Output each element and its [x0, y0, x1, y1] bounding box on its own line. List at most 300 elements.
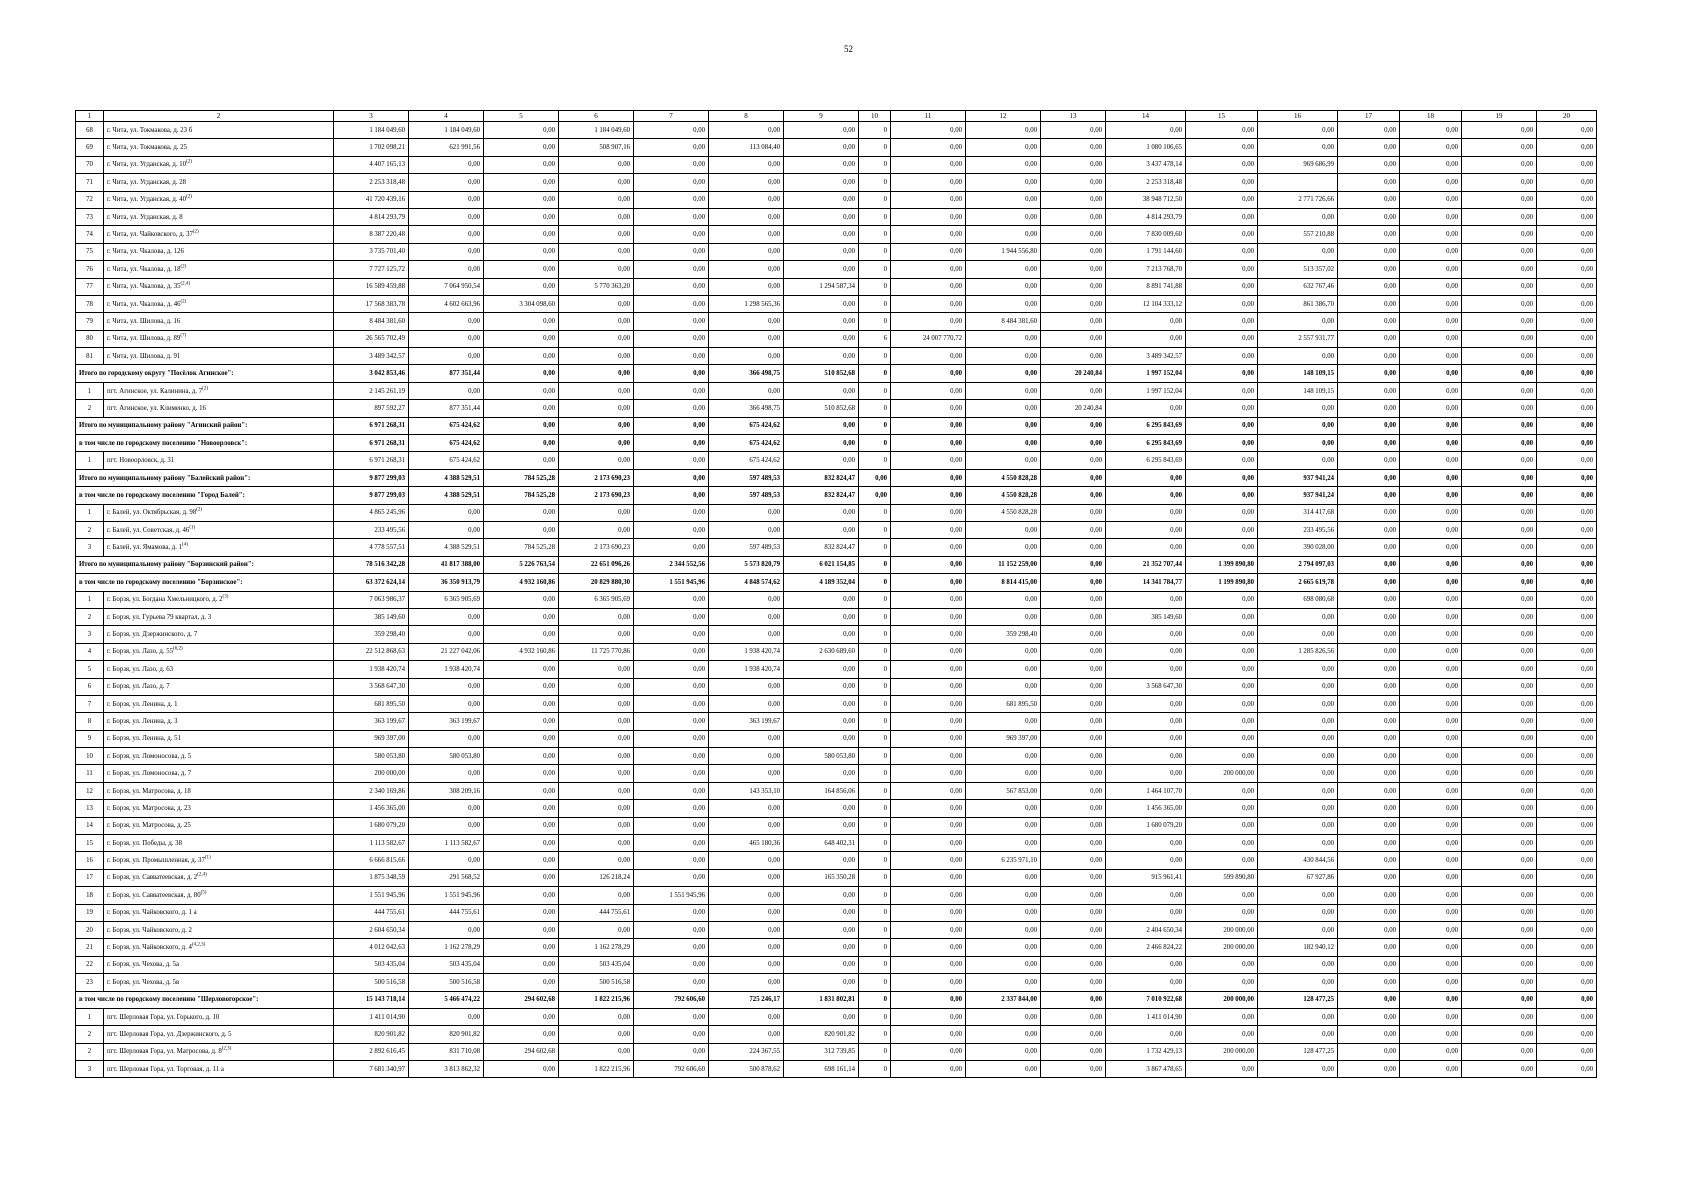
- value-cell: 0,00: [966, 452, 1041, 469]
- address-cell: [104, 313, 334, 330]
- value-cell: 0,00: [1338, 835, 1400, 852]
- value-cell: 675 424,62: [409, 452, 484, 469]
- value-cell: 0,00: [1186, 348, 1258, 365]
- value-cell: 0,00: [634, 695, 709, 712]
- value-cell: 0,00: [1258, 730, 1338, 747]
- value-cell: 0,00: [1258, 1008, 1338, 1025]
- address-text: г. Борзя, ул. Богдана Хмельницкого, д. 2: [107, 596, 223, 604]
- table-row: [76, 1043, 1597, 1060]
- value-cell: 580 053,80: [784, 748, 859, 765]
- value-cell: 0: [859, 365, 891, 382]
- value-cell: 0,00: [966, 156, 1041, 173]
- value-cell: 0,00: [891, 452, 966, 469]
- value-cell: 0: [859, 713, 891, 730]
- value-cell: 1 875 348,59: [334, 869, 409, 886]
- value-cell: 0,00: [784, 695, 859, 712]
- value-cell: 0: [859, 782, 891, 799]
- row-number: 10: [76, 748, 104, 765]
- value-cell: 294 602,68: [484, 991, 559, 1008]
- value-cell: 200 000,00: [334, 765, 409, 782]
- value-cell: 0,00: [1041, 174, 1106, 191]
- subtotal-label: в том числе по городскому поселению "Новоорловск":: [76, 435, 334, 452]
- value-cell: 0,00: [891, 800, 966, 817]
- value-cell: 0,00: [484, 904, 559, 921]
- value-cell: 969 686,99: [1258, 156, 1338, 173]
- value-cell: 0,00: [966, 887, 1041, 904]
- value-cell: 6 365 905,69: [559, 591, 634, 608]
- value-cell: 0,00: [634, 139, 709, 156]
- value-cell: 0,00: [484, 365, 559, 382]
- value-cell: 128 477,25: [1258, 991, 1338, 1008]
- value-cell: 0,00: [1041, 643, 1106, 660]
- value-cell: 0,00: [1338, 730, 1400, 747]
- value-cell: 0,00: [891, 904, 966, 921]
- address-text: пгт. Агинское, ул. Клименко, д. 16: [107, 404, 206, 412]
- value-cell: 41 720 439,16: [334, 191, 409, 208]
- value-cell: 1 456 365,00: [1106, 800, 1186, 817]
- value-cell: 510 852,68: [784, 400, 859, 417]
- value-cell: 597 489,53: [709, 539, 784, 556]
- value-cell: 0,00: [409, 208, 484, 225]
- value-cell: 0,00: [891, 1026, 966, 1043]
- value-cell: 0,00: [634, 869, 709, 886]
- table-row: [76, 939, 1597, 956]
- value-cell: 0,00: [1462, 365, 1537, 382]
- value-cell: 0,00: [966, 382, 1041, 399]
- value-cell: 0,00: [1537, 1043, 1597, 1060]
- address-text: г. Борзя, ул. Ленина, д. 51: [107, 735, 181, 743]
- value-cell: 5 466 474,22: [409, 991, 484, 1008]
- value-cell: 0,00: [1106, 122, 1186, 139]
- value-cell: 0,00: [1186, 852, 1258, 869]
- value-cell: 0,00: [1462, 226, 1537, 243]
- value-cell: 1 732 429,13: [1106, 1043, 1186, 1060]
- value-cell: 1 944 556,80: [966, 243, 1041, 260]
- value-cell: 0,00: [1462, 313, 1537, 330]
- address-cell: [104, 835, 334, 852]
- value-cell: 2 604 650,34: [334, 921, 409, 938]
- row-number: 79: [76, 313, 104, 330]
- value-cell: 0,00: [966, 539, 1041, 556]
- value-cell: 0,00: [891, 487, 966, 504]
- value-cell: 1 464 107,70: [1106, 782, 1186, 799]
- value-cell: 0,00: [1338, 626, 1400, 643]
- value-cell: 0,00: [634, 974, 709, 991]
- value-cell: 0,00: [1106, 539, 1186, 556]
- row-number: 22: [76, 956, 104, 973]
- value-cell: 0: [859, 939, 891, 956]
- value-cell: 567 853,00: [966, 782, 1041, 799]
- value-cell: 0,00: [1462, 748, 1537, 765]
- row-number: 77: [76, 278, 104, 295]
- value-cell: 4 778 557,51: [334, 539, 409, 556]
- value-cell: 0,00: [1041, 1043, 1106, 1060]
- column-header: 6: [559, 111, 634, 122]
- value-cell: 0,00: [484, 974, 559, 991]
- value-cell: 3 867 478,65: [1106, 1061, 1186, 1078]
- value-cell: 0,00: [634, 452, 709, 469]
- value-cell: 0: [859, 626, 891, 643]
- value-cell: 0,00: [1041, 295, 1106, 312]
- footnote-mark: (2): [186, 160, 192, 166]
- value-cell: 0,00: [1338, 295, 1400, 312]
- value-cell: 0,00: [1400, 835, 1462, 852]
- row-number: 15: [76, 835, 104, 852]
- address-cell: [104, 904, 334, 921]
- value-cell: 0,00: [1338, 122, 1400, 139]
- table-row: [76, 678, 1597, 695]
- value-cell: 0,00: [1106, 330, 1186, 347]
- value-cell: 0,00: [559, 521, 634, 538]
- value-cell: 1 551 945,96: [634, 574, 709, 591]
- value-cell: 0,00: [1462, 643, 1537, 660]
- table-row: [76, 1026, 1597, 1043]
- value-cell: 0,00: [1041, 835, 1106, 852]
- value-cell: 4 814 293,79: [334, 208, 409, 225]
- value-cell: 16 589 459,88: [334, 278, 409, 295]
- value-cell: 0,00: [484, 1026, 559, 1043]
- value-cell: 0,00: [409, 852, 484, 869]
- value-cell: 0,00: [409, 765, 484, 782]
- value-cell: 0,00: [1462, 382, 1537, 399]
- value-cell: 0,00: [1537, 713, 1597, 730]
- value-cell: 580 053,80: [409, 748, 484, 765]
- value-cell: 681 895,50: [966, 695, 1041, 712]
- value-cell: 0,00: [1186, 956, 1258, 973]
- value-cell: 0,00: [1106, 713, 1186, 730]
- value-cell: 0,00: [1338, 226, 1400, 243]
- value-cell: 0,00: [634, 122, 709, 139]
- value-cell: 4 189 352,04: [784, 574, 859, 591]
- value-cell: 0,00: [1186, 382, 1258, 399]
- value-cell: 0,00: [1462, 730, 1537, 747]
- footnote-mark: (2,4): [180, 281, 191, 287]
- table-row: [76, 887, 1597, 904]
- value-cell: 0: [859, 765, 891, 782]
- value-cell: 0,00: [1338, 574, 1400, 591]
- value-cell: 681 895,50: [334, 695, 409, 712]
- value-cell: 832 824,47: [784, 539, 859, 556]
- value-cell: 0,00: [1537, 782, 1597, 799]
- footnote-mark: (4,2,3): [191, 942, 206, 948]
- address-cell: [104, 330, 334, 347]
- value-cell: 0,00: [484, 521, 559, 538]
- value-cell: 0,00: [484, 1008, 559, 1025]
- value-cell: 0,00: [1338, 487, 1400, 504]
- address-cell: [104, 695, 334, 712]
- value-cell: 0,00: [1258, 313, 1338, 330]
- value-cell: 0: [859, 243, 891, 260]
- value-cell: 24 007 770,72: [891, 330, 966, 347]
- value-cell: 6 971 268,31: [334, 452, 409, 469]
- value-cell: 1 938 420,74: [409, 661, 484, 678]
- value-cell: 0,00: [484, 695, 559, 712]
- column-header: 10: [859, 111, 891, 122]
- table-row: [76, 591, 1597, 608]
- value-cell: 0,00: [1462, 1026, 1537, 1043]
- value-cell: [1258, 174, 1338, 191]
- row-number: 2: [76, 608, 104, 625]
- value-cell: 0: [859, 591, 891, 608]
- value-cell: 0,00: [559, 608, 634, 625]
- value-cell: 0,00: [1338, 191, 1400, 208]
- value-cell: 1 399 890,80: [1186, 556, 1258, 573]
- value-cell: 0,00: [1106, 487, 1186, 504]
- value-cell: 632 767,46: [1258, 278, 1338, 295]
- value-cell: 390 028,00: [1258, 539, 1338, 556]
- value-cell: 1 184 049,60: [334, 122, 409, 139]
- value-cell: 314 417,68: [1258, 504, 1338, 521]
- value-cell: 503 435,04: [334, 956, 409, 973]
- value-cell: 2 145 261,19: [334, 382, 409, 399]
- value-cell: 6 235 971,10: [966, 852, 1041, 869]
- footnote-mark: (2,3): [221, 1047, 232, 1053]
- value-cell: 0,00: [1462, 1008, 1537, 1025]
- value-cell: 0,00: [1041, 904, 1106, 921]
- value-cell: 15 143 718,14: [334, 991, 409, 1008]
- value-cell: 6 295 843,69: [1106, 417, 1186, 434]
- value-cell: 897 592,27: [334, 400, 409, 417]
- table-row: [76, 156, 1597, 173]
- value-cell: 0,00: [634, 904, 709, 921]
- value-cell: 4 407 165,13: [334, 156, 409, 173]
- table-row: [76, 765, 1597, 782]
- value-cell: 0,00: [1258, 765, 1338, 782]
- value-cell: 0: [859, 539, 891, 556]
- table-row: [76, 122, 1597, 139]
- value-cell: 0,00: [1537, 974, 1597, 991]
- value-cell: 0,00: [891, 956, 966, 973]
- value-cell: 0,00: [1537, 208, 1597, 225]
- value-cell: 0,00: [1186, 748, 1258, 765]
- value-cell: 0: [859, 643, 891, 660]
- value-cell: 200 000,00: [1186, 921, 1258, 938]
- value-cell: 1 456 365,00: [334, 800, 409, 817]
- value-cell: 0,00: [409, 348, 484, 365]
- address-cell: [104, 869, 334, 886]
- value-cell: 0,00: [1462, 835, 1537, 852]
- value-cell: 832 824,47: [784, 469, 859, 486]
- value-cell: 0,00: [709, 626, 784, 643]
- value-cell: 0,00: [1041, 817, 1106, 834]
- value-cell: 0,00: [409, 695, 484, 712]
- value-cell: 0,00: [891, 1061, 966, 1078]
- value-cell: 0,00: [1400, 748, 1462, 765]
- value-cell: 0,00: [1041, 800, 1106, 817]
- address-cell: [104, 348, 334, 365]
- value-cell: 0,00: [1258, 678, 1338, 695]
- value-cell: 0,00: [1400, 608, 1462, 625]
- value-cell: 0,00: [1338, 365, 1400, 382]
- value-cell: 0,00: [784, 382, 859, 399]
- value-cell: 0,00: [1258, 243, 1338, 260]
- column-header: 15: [1186, 111, 1258, 122]
- footnote-mark: (2): [202, 386, 208, 392]
- address-text: г. Борзя, ул. Ломоносова, д. 7: [107, 770, 192, 778]
- value-cell: 0,00: [891, 748, 966, 765]
- value-cell: 0,00: [1537, 1026, 1597, 1043]
- value-cell: 2 794 097,03: [1258, 556, 1338, 573]
- footnote-mark: (2): [196, 508, 203, 514]
- value-cell: 0,00: [966, 226, 1041, 243]
- value-cell: 0,00: [1186, 435, 1258, 452]
- value-cell: 0,00: [891, 556, 966, 573]
- value-cell: 0,00: [634, 295, 709, 312]
- row-number: 14: [76, 817, 104, 834]
- value-cell: 363 199,67: [709, 713, 784, 730]
- table-row: [76, 139, 1597, 156]
- value-cell: 0,00: [784, 800, 859, 817]
- subtotal-row: [76, 487, 1597, 504]
- value-cell: 0,00: [1537, 504, 1597, 521]
- value-cell: 0,00: [1186, 504, 1258, 521]
- value-cell: 0,00: [1537, 330, 1597, 347]
- value-cell: 0,00: [784, 661, 859, 678]
- value-cell: 0,00: [484, 817, 559, 834]
- row-number: 5: [76, 661, 104, 678]
- value-cell: 0,00: [634, 487, 709, 504]
- table-row: [76, 313, 1597, 330]
- value-cell: 20 240,84: [1041, 400, 1106, 417]
- value-cell: 0,00: [1462, 869, 1537, 886]
- value-cell: 1 791 144,60: [1106, 243, 1186, 260]
- value-cell: 0,00: [1041, 921, 1106, 938]
- value-cell: 0,00: [1106, 974, 1186, 991]
- value-cell: 0,00: [634, 521, 709, 538]
- value-cell: 0,00: [1258, 782, 1338, 799]
- address-cell: [104, 800, 334, 817]
- value-cell: 0,00: [1537, 730, 1597, 747]
- value-cell: 0,00: [1462, 991, 1537, 1008]
- value-cell: 0,00: [1338, 817, 1400, 834]
- value-cell: 0,00: [1186, 452, 1258, 469]
- row-number: 73: [76, 208, 104, 225]
- column-header: 14: [1106, 111, 1186, 122]
- value-cell: 0,00: [1186, 539, 1258, 556]
- value-cell: 0,00: [891, 869, 966, 886]
- value-cell: 0,00: [484, 1061, 559, 1078]
- value-cell: 0: [859, 208, 891, 225]
- value-cell: 0,00: [784, 817, 859, 834]
- value-cell: 0,00: [1462, 504, 1537, 521]
- value-cell: 8 484 381,60: [334, 313, 409, 330]
- value-cell: 0,00: [559, 713, 634, 730]
- value-cell: 0,00: [1537, 626, 1597, 643]
- value-cell: 0,00: [1106, 661, 1186, 678]
- value-cell: 0,00: [634, 417, 709, 434]
- value-cell: 143 353,10: [709, 782, 784, 799]
- value-cell: 444 755,61: [409, 904, 484, 921]
- value-cell: 0,00: [966, 835, 1041, 852]
- row-number: 80: [76, 330, 104, 347]
- value-cell: 0,00: [891, 469, 966, 486]
- value-cell: 0,00: [634, 435, 709, 452]
- value-cell: 0,00: [559, 921, 634, 938]
- value-cell: 0: [859, 991, 891, 1008]
- value-cell: 0,00: [1462, 608, 1537, 625]
- value-cell: 0,00: [634, 330, 709, 347]
- value-cell: 0,00: [559, 174, 634, 191]
- value-cell: 0,00: [1186, 608, 1258, 625]
- value-cell: 0,00: [484, 591, 559, 608]
- address-cell: [104, 539, 334, 556]
- value-cell: 0,00: [1258, 122, 1338, 139]
- value-cell: 784 525,28: [484, 487, 559, 504]
- value-cell: 1 551 945,96: [334, 887, 409, 904]
- value-cell: 1 162 278,29: [559, 939, 634, 956]
- value-cell: 4 012 042,63: [334, 939, 409, 956]
- address-text: г. Чита, ул. Чкалова, д. 18: [107, 265, 181, 273]
- value-cell: 0,00: [891, 661, 966, 678]
- value-cell: 0,00: [1106, 887, 1186, 904]
- value-cell: 0,00: [966, 365, 1041, 382]
- value-cell: 0,00: [1041, 991, 1106, 1008]
- value-cell: 0,00: [409, 313, 484, 330]
- value-cell: 0,00: [1041, 765, 1106, 782]
- row-number: 13: [76, 800, 104, 817]
- value-cell: 128 477,25: [1258, 1043, 1338, 1060]
- value-cell: 0: [859, 521, 891, 538]
- value-cell: 0,00: [1537, 678, 1597, 695]
- value-cell: 11 152 259,00: [966, 556, 1041, 573]
- value-cell: 21 352 707,44: [1106, 556, 1186, 573]
- value-cell: 0,00: [784, 156, 859, 173]
- value-cell: 0,00: [1338, 921, 1400, 938]
- value-cell: 359 298,40: [334, 626, 409, 643]
- value-cell: 0,00: [784, 521, 859, 538]
- value-cell: 0,00: [1186, 904, 1258, 921]
- row-number: 2: [76, 521, 104, 538]
- value-cell: 0: [859, 313, 891, 330]
- value-cell: 0,00: [966, 278, 1041, 295]
- table-row: [76, 800, 1597, 817]
- value-cell: 7 727 125,72: [334, 261, 409, 278]
- value-cell: 0,00: [1041, 521, 1106, 538]
- value-cell: 0: [859, 887, 891, 904]
- value-cell: 0,00: [1258, 713, 1338, 730]
- column-header: 18: [1400, 111, 1462, 122]
- value-cell: 0,00: [966, 261, 1041, 278]
- row-number: 9: [76, 730, 104, 747]
- column-header: 17: [1338, 111, 1400, 122]
- value-cell: 0,00: [1537, 365, 1597, 382]
- value-cell: 0,00: [784, 939, 859, 956]
- value-cell: 0,00: [1258, 904, 1338, 921]
- value-cell: 675 424,62: [709, 435, 784, 452]
- value-cell: 0,00: [1338, 348, 1400, 365]
- value-cell: 148 109,15: [1258, 365, 1338, 382]
- value-cell: 0,00: [1186, 521, 1258, 538]
- value-cell: 0,00: [484, 400, 559, 417]
- value-cell: 0,00: [559, 295, 634, 312]
- value-cell: 0,00: [634, 765, 709, 782]
- value-cell: 0,00: [784, 139, 859, 156]
- value-cell: 0,00: [1400, 974, 1462, 991]
- value-cell: 38 948 712,50: [1106, 191, 1186, 208]
- value-cell: 0,00: [1338, 800, 1400, 817]
- value-cell: 0,00: [409, 504, 484, 521]
- value-cell: 0,00: [559, 695, 634, 712]
- footnote-mark: (3): [222, 594, 229, 600]
- address-cell: [104, 887, 334, 904]
- value-cell: 4 550 828,28: [966, 504, 1041, 521]
- value-cell: 0,00: [634, 226, 709, 243]
- value-cell: 0,00: [891, 208, 966, 225]
- table-header-row: [76, 111, 1597, 122]
- value-cell: 0,00: [709, 226, 784, 243]
- value-cell: 0,00: [1400, 765, 1462, 782]
- value-cell: 0,00: [891, 730, 966, 747]
